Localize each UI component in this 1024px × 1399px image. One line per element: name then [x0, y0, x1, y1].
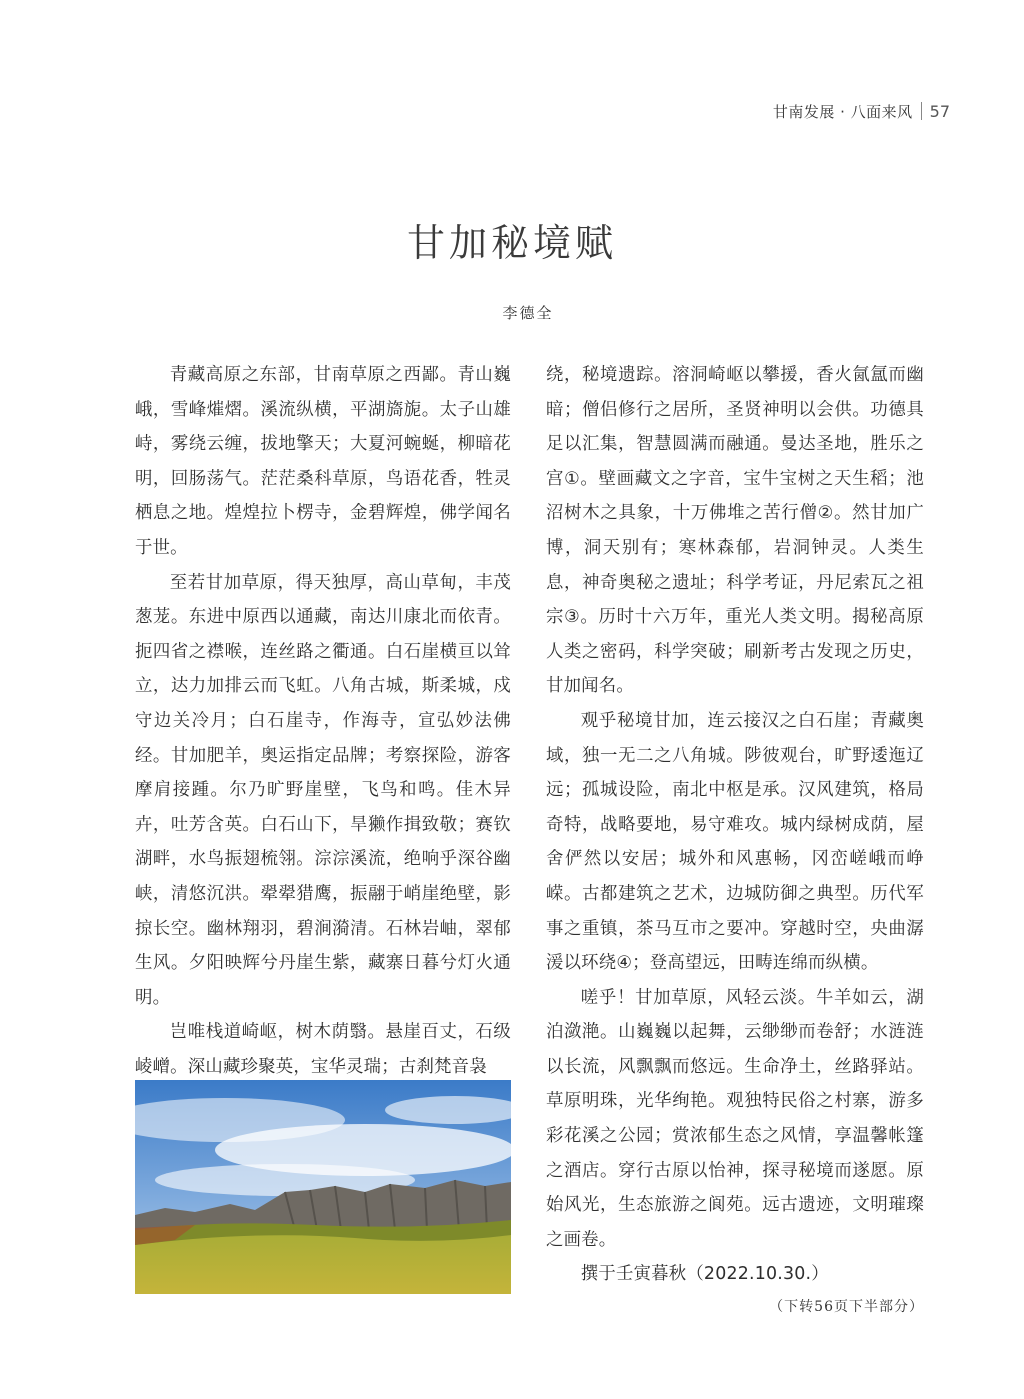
running-head: [773, 100, 950, 122]
paragraph-4: 观乎秘境甘加，连云接汉之白石崖；青藏奥域，独一无二之八角城。陟彼观台，旷野逶迤辽远；孤城设险，南北中枢是承。汉风建筑，格局奇特，战略要地，易守难攻。城内绿树成荫，屋舍俨然以安居；城外和风惠畅，冈峦嵯峨而峥嵘。古都建筑之艺术，边城防御之典型。历代军事之重镇，茶马互市之要冲。穿越时空，央曲潺湲以环绕④；登高望远，田畴连绵而纵横。: [546, 710, 924, 974]
paragraph-3: 岂唯栈道崎岖，树木荫翳。悬崖百丈，石级崚嶒。深山藏珍聚英，宝华灵瑞；古刹梵音袅: [135, 1022, 511, 1077]
article-title: 甘加秘境赋: [406, 221, 617, 265]
page-number: 57: [929, 101, 950, 121]
header-divider: [921, 102, 922, 120]
paragraph-5: 嗟乎！甘加草原，风轻云淡。牛羊如云，湖泊潋滟。山巍巍以起舞，云缈缈而卷舒；水涟涟以长流，风飘飘而悠远。生命净土，丝路驿站。草原明珠，光华绚艳。观独特民俗之村寨，游多彩花溪之公园；赏浓郁生态之风情，享温馨帐篷之酒店。穿行古原以怡神，探寻秘境而遂愿。原始风光，生态旅游之阆苑。远古遗迹，文明璀璨之画卷。: [546, 987, 924, 1250]
paragraph-1: 青藏高原之东部，甘南草原之西鄙。青山巍峨，雪峰熣熠。溪流纵横，平湖旖旎。太子山雄峙，雾绕云缠，拔地擎天；大夏河蜿蜒，柳暗花明，回肠荡气。茫茫桑科草原，鸟语花香，牲灵栖息之地。煌煌拉卜楞寺，金碧辉煌，佛学闻名于世。: [135, 365, 511, 558]
left-column: [135, 358, 511, 1084]
paragraph-2: 至若甘加草原，得天独厚，高山草甸，丰茂葱茏。东进中原西以通藏，南达川康北而依青。扼四省之襟喉，连丝路之衢通。白石崖横亘以耸立，达力加排云而飞虹。八角古城，斯柔城，戍守边关冷月；白石崖寺，作海寺，宣弘妙法佛经。甘加肥羊，奥运指定品牌；考察探险，游客摩肩接踵。尔乃旷野崖壁，飞鸟和鸣。佳木异卉，吐芳含英。白石山下，旱獭作揖致敬；赛钦湖畔，水鸟振翅梳翎。淙淙溪流，绝响乎深谷幽峡，清悠沉洪。翚翚猎鹰，振翮于峭崖绝壁，影掠长空。幽林翔羽，碧涧漪清。石林岩岫，翠郁生风。夕阳映辉兮丹崖生紫，藏寨日暮兮灯火通明。: [135, 572, 511, 1008]
continuation-note: （下转56页下半部分）: [769, 1299, 924, 1315]
right-column: [546, 358, 924, 1292]
paragraph-3-continued: 绕，秘境遗踪。溶洞崎岖以攀援，香火氤氲而幽暗；僧侣修行之居所，圣贤神明以会供。功德具足以汇集，智慧圆满而融通。曼达圣地，胜乐之宫①。壁画藏文之字音，宝牛宝树之天生稻；池沼树木之具象，十万佛堆之苦行僧②。然甘加广博，洞天别有；寒林森郁，岩洞钟灵。人类生息，神奇奥秘之遗址；科学考证，丹尼索瓦之祖宗③。历时十六万年，重光人类文明。揭秘高原人类之密码，科学突破；刷新考古发现之历史，甘加闻名。: [546, 365, 924, 697]
section-title: 甘南发展 · 八面来风: [772, 102, 913, 121]
landscape-photo: [135, 1080, 511, 1294]
article-author: 李德全: [502, 304, 554, 322]
signature: 撰于壬寅暮秋（2022.10.30.）: [580, 1264, 829, 1285]
